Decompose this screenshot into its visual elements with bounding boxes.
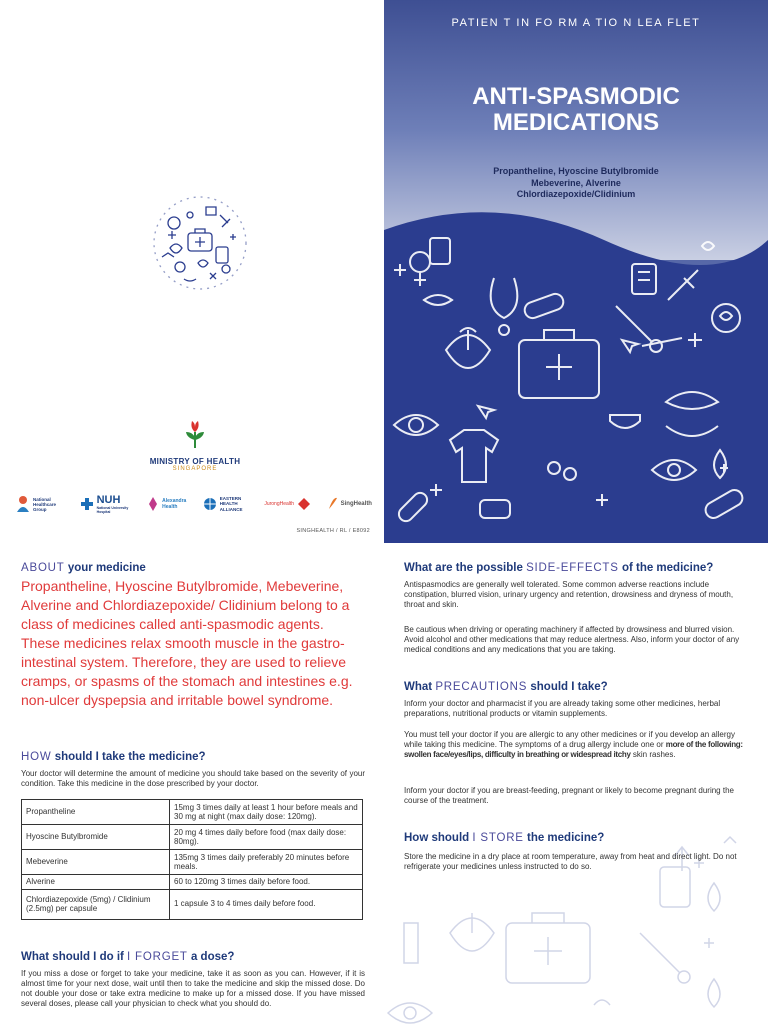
singhealth-logo (328, 497, 372, 511)
alexandra-icon (147, 496, 159, 512)
side-effects-para-2: Be cautious when driving or operating machinery if affected by drowsiness and blurred vision. Avoid alcohol and other medications that may reduce alertness. Also, inform your doctor of any medical conditions and any medications that you are taking. (404, 625, 740, 654)
side-effects-heading-bold-2: of the medicine? (621, 562, 714, 574)
alexandra-label: Alexandra Health (162, 498, 187, 510)
nhg-logo (16, 495, 63, 513)
leaflet-subtitle (384, 166, 768, 201)
medical-doodle-circle-icon (150, 193, 250, 293)
table-row (22, 825, 363, 850)
nuh-cross-icon (80, 497, 94, 511)
ministry-of-health-logo (130, 418, 260, 472)
about-heading (21, 562, 146, 574)
precautions-para-1: Inform your doctor and pharmacist if you are already taking some other medicines, herbal preparations, nutritional products or vitamin supplements. (404, 699, 721, 718)
dose-cell: 1 capsule 3 to 4 times daily before food. (170, 889, 363, 919)
about-heading-bold: your medicine (67, 562, 146, 574)
forget-heading (21, 951, 234, 963)
moh-flower-icon (184, 418, 206, 450)
subtitle-line-1: Propantheline, Hyoscine Butylbromide (493, 166, 659, 176)
cover-medical-pattern (384, 200, 768, 543)
about-heading-light: ABOUT (21, 562, 65, 574)
singhealth-swoosh-icon (328, 497, 338, 511)
inner-left-panel (0, 543, 384, 1024)
side-effects-heading-bold-1: What are the possible (404, 562, 523, 574)
forget-heading-light: I FORGET (127, 951, 188, 963)
nhg-icon (16, 495, 30, 513)
dosage-table (21, 799, 363, 920)
ministry-country: SINGAPORE (172, 466, 218, 472)
precautions-para-2a: You must tell your doctor if you are allergic to any other medicines or if you develop an allergy while taking this medicine. The symptoms of a drug allergy include one or (404, 730, 735, 749)
table-row (22, 889, 363, 919)
table-row (22, 875, 363, 890)
title-line-1: ANTI-SPASMODIC (472, 83, 680, 110)
reference-code: SINGHEALTH / RL / E8092 (296, 528, 370, 534)
faded-medical-pattern (384, 783, 768, 1024)
how-heading (21, 751, 206, 763)
alexandra-logo (147, 496, 186, 512)
eastern-health-logo (203, 496, 248, 513)
nhg-label: National Healthcare Group (33, 496, 57, 512)
leaflet-title (384, 84, 768, 136)
forget-heading-bold-2: a dose? (190, 951, 235, 963)
nuh-logo (80, 495, 131, 514)
precautions-para-3: Inform your doctor if you are breast-feeding, pregnant or likely to become pregnant during the course of the treatment. (404, 786, 734, 805)
jurong-logo (264, 497, 311, 511)
dose-cell: 20 mg 4 times daily before food (max daily dose: 80mg). (170, 825, 363, 850)
drug-name-cell: Hyoscine Butylbromide (22, 825, 170, 850)
leaflet-type-label: PATIEN T IN FO RM A TIO N LEA FLET (451, 17, 701, 29)
front-cover-panel (384, 0, 768, 543)
singhealth-label: SingHealth (340, 501, 372, 507)
side-effects-heading-light: SIDE-EFFECTS (526, 562, 619, 574)
precautions-para-2c: skin rashes. (632, 750, 676, 759)
drug-name-cell: Mebeverine (22, 850, 170, 875)
table-row (22, 800, 363, 825)
precautions-heading-bold-1: What (404, 681, 433, 693)
table-row (22, 850, 363, 875)
jurong-label: JurongHealth (264, 501, 295, 507)
store-heading-light: I STORE (472, 832, 524, 844)
store-heading-bold-2: the medicine? (526, 832, 605, 844)
drug-name-cell: Chlordiazepoxide (5mg) / Clidinium (2.5mg) per capsule (22, 889, 170, 919)
precautions-para-2b: more of the following: swollen face/eyes/lips, difficulty in breathing or widespread itchy (404, 740, 743, 759)
how-body: Your doctor will determine the amount of medicine you should take based on the severity of your condition. Take this medicine in the dose prescribed by your doctor. (21, 769, 365, 788)
eastern-label: EASTERN HEALTH ALLIANCE (219, 495, 243, 512)
precautions-heading-light: PRECAUTIONS (435, 681, 528, 693)
jurong-diamond-icon (297, 497, 311, 511)
precautions-heading-bold-2: should I take? (530, 681, 608, 693)
dose-cell: 135mg 3 times daily preferably 20 minutes before meals. (170, 850, 363, 875)
forget-body: If you miss a dose or forget to take your medicine, take it as soon as you can. However, if it is almost time for your next dose, wait until then to take the medicine and skip the missed dose. Do not double your dose or take extra medicine to make up for a missed dose. If you have missed several doses, please call your physician to check what you should do. (21, 969, 365, 1008)
partner-logos (16, 488, 372, 520)
dose-cell: 15mg 3 times daily at least 1 hour before meals and 30 mg at night (max daily dose: 120mg). (170, 800, 363, 825)
precautions-para-2 (404, 730, 749, 760)
nuh-sub-label: National University Hospital (96, 505, 129, 514)
forget-heading-bold-1: What should I do if (21, 951, 124, 963)
how-heading-bold: should I take the medicine? (54, 751, 206, 763)
subtitle-line-2: Mebeverine, Alverine (531, 177, 621, 188)
store-heading (404, 832, 604, 844)
side-effects-heading (404, 562, 713, 574)
back-cover-panel (0, 0, 384, 543)
inner-right-panel (384, 543, 768, 1024)
dose-cell: 60 to 120mg 3 times daily before food. (170, 875, 363, 890)
nuh-label: NUH (96, 493, 121, 506)
store-heading-bold-1: How should (404, 832, 470, 844)
title-line-2: MEDICATIONS (492, 109, 660, 136)
eastern-globe-icon (203, 497, 217, 511)
precautions-heading (404, 681, 608, 693)
subtitle-line-3: Chlordiazepoxide/Clidinium (516, 189, 636, 199)
drug-name-cell: Propantheline (22, 800, 170, 825)
ministry-name: MINISTRY OF HEALTH (149, 457, 241, 466)
store-body: Store the medicine in a dry place at room temperature, away from heat and direct light. Do not refrigerate your medicines unless instructed to do so. (404, 852, 737, 871)
side-effects-para-1: Antispasmodics are generally well tolerated. Some common adverse reactions include constipation, blurred vision, urinary urgency and retention, drowsiness and dryness of mouth, throat and skin. (404, 580, 734, 609)
drug-name-cell: Alverine (22, 875, 170, 890)
how-heading-light: HOW (21, 751, 52, 763)
about-body: Propantheline, Hyoscine Butylbromide, Mebeverine, Alverine and Chlordiazepoxide/ Clidinium belong to a class of medicines called anti-spasmodic agents. These medicines relax smooth muscle in the gastro-intestinal system. Therefore, they are used to relieve cramps, or spasms of the stomach and intestines e.g. non-ulcer dyspepsia and irritable bowel syndrome. (21, 578, 353, 708)
